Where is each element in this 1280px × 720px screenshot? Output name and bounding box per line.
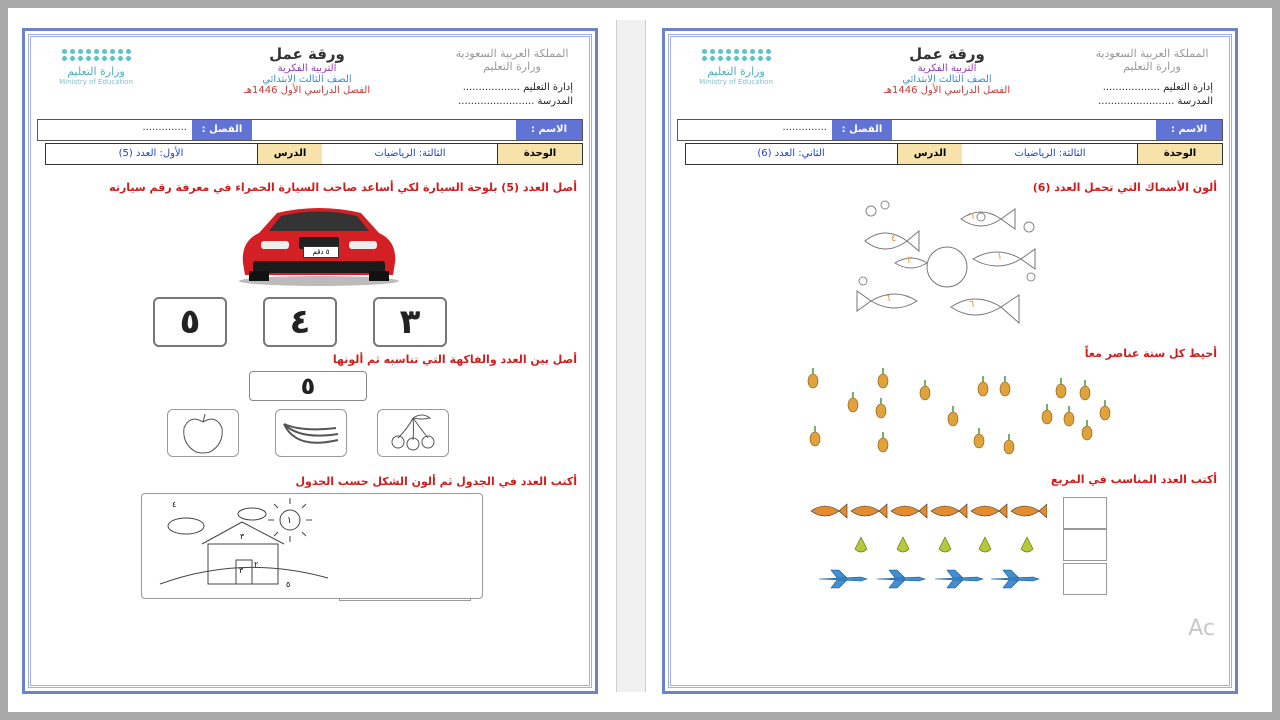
fish-number: ٦ — [969, 211, 975, 222]
subject-line: التربية الفكرية — [277, 63, 337, 74]
worksheet-title: ورقة عمل — [269, 45, 345, 63]
moe-logo: وزارة التعليم Ministry of Education — [681, 49, 791, 86]
fish-bubbles-image[interactable] — [851, 197, 1051, 341]
answer-square-fish[interactable] — [1063, 497, 1107, 529]
subject-line: التربية الفكرية — [917, 63, 977, 74]
fish-number: ٦ — [885, 293, 891, 304]
moe-logo: وزارة التعليم Ministry of Education — [41, 49, 151, 86]
term-line: الفصل الدراسي الأول 1446هـ — [243, 85, 371, 96]
fish-row — [807, 501, 1047, 525]
name-label: الاسم : — [516, 120, 582, 140]
header-center — [187, 45, 427, 96]
class-label: الفصل : — [192, 120, 252, 140]
lesson-value: الثاني: العدد (6) — [757, 148, 825, 159]
unit-value: الثالثة: الرياضيات — [321, 144, 498, 164]
unit-bar — [45, 143, 583, 165]
drawing-label-wall: ٢ — [254, 560, 259, 569]
plane-row — [817, 567, 1043, 595]
drawing-label-roof: ٣ — [240, 532, 245, 541]
lesson-label: الدرس — [897, 144, 962, 164]
worksheet-page-left — [22, 28, 598, 694]
unit-label: الوحدة — [497, 144, 582, 164]
license-plate: ٥ دقم — [303, 246, 339, 258]
question-1: أصل العدد (5) بلوحة السيارة لكي أساعد صاحب السيارة الحمراء في معرفة رقم سيارته — [109, 181, 577, 194]
school-label: المدرسة ........................ — [1098, 96, 1213, 107]
lesson-label: الدرس — [257, 144, 322, 164]
drawing-label-sun: ١ — [287, 516, 292, 526]
admin-label: إدارة التعليم .................. — [1102, 82, 1213, 93]
school-label: المدرسة ........................ — [458, 96, 573, 107]
class-fill: .............. — [142, 122, 187, 133]
grade-line: الصف الثالث الابتدائي — [262, 74, 352, 85]
header-lines — [1098, 81, 1213, 109]
unit-label: الوحدة — [1137, 144, 1222, 164]
cherries-box[interactable] — [377, 409, 449, 457]
question-3: أكتب العدد المناسب في المربع — [1050, 473, 1217, 486]
page-gutter — [616, 20, 646, 692]
unit-value: الثالثة: الرياضيات — [961, 144, 1138, 164]
answer-square-pears[interactable] — [1063, 529, 1107, 561]
fish-number: ٦ — [969, 299, 975, 310]
kingdom-logo: المملكة العربية السعودية وزارة التعليم — [1095, 47, 1209, 73]
worksheet-page-right — [662, 28, 1238, 694]
airplane-icons — [817, 567, 1043, 591]
fish-number: ٤ — [891, 233, 897, 244]
question-3: أكتب العدد في الجدول ثم ألون الشكل حسب الجدول — [295, 475, 577, 488]
target-digit-box: ٥ — [249, 371, 367, 401]
answer-square-planes[interactable] — [1063, 563, 1107, 595]
fish-number: ١ — [997, 251, 1003, 262]
apple-box[interactable] — [167, 409, 239, 457]
fish-number: ٣ — [907, 255, 913, 266]
pear-icons — [853, 533, 1039, 555]
header-center — [827, 45, 1067, 96]
header-lines — [458, 81, 573, 109]
term-line: الفصل الدراسي الأول 1446هـ — [883, 85, 1011, 96]
class-fill: .............. — [782, 122, 827, 133]
pear-row — [853, 533, 1039, 559]
kingdom-logo: المملكة العربية السعودية وزارة التعليم — [455, 47, 569, 73]
admin-label: إدارة التعليم .................. — [462, 82, 573, 93]
drawing-label-door: ٣ — [239, 566, 244, 575]
banana-box[interactable] — [275, 409, 347, 457]
digit-box-3[interactable]: ٣ — [373, 297, 447, 347]
name-label: الاسم : — [1156, 120, 1222, 140]
grade-line: الصف الثالث الابتدائي — [902, 74, 992, 85]
cherries-icon — [378, 410, 448, 456]
name-bar — [677, 119, 1223, 141]
drawing-label-ground: ٥ — [286, 580, 291, 589]
activation-watermark: Ac — [1188, 616, 1215, 641]
house-drawing — [141, 493, 483, 599]
fish-icons — [807, 501, 1047, 521]
name-bar — [37, 119, 583, 141]
lesson-value: الأول: العدد (5) — [118, 148, 184, 159]
banana-icon — [276, 410, 346, 456]
digit-box-5[interactable]: ٥ — [153, 297, 227, 347]
pineapples-group[interactable] — [793, 363, 1113, 463]
class-label: الفصل : — [832, 120, 892, 140]
question-1: ألون الأسماك التي تحمل العدد (6) — [1032, 181, 1217, 194]
drawing-label-cloud: ٤ — [172, 500, 177, 509]
digit-box-4[interactable]: ٤ — [263, 297, 337, 347]
house-scene-icon — [142, 494, 482, 598]
worksheet-title: ورقة عمل — [909, 45, 985, 63]
pineapple-icons — [793, 363, 1113, 459]
question-2: أصل بين العدد والفاكهة التي تناسبه ثم ألونها — [332, 353, 577, 366]
apple-icon — [168, 410, 238, 456]
question-2: أحيط كل ستة عناصر معاً — [1084, 347, 1217, 360]
unit-bar — [685, 143, 1223, 165]
